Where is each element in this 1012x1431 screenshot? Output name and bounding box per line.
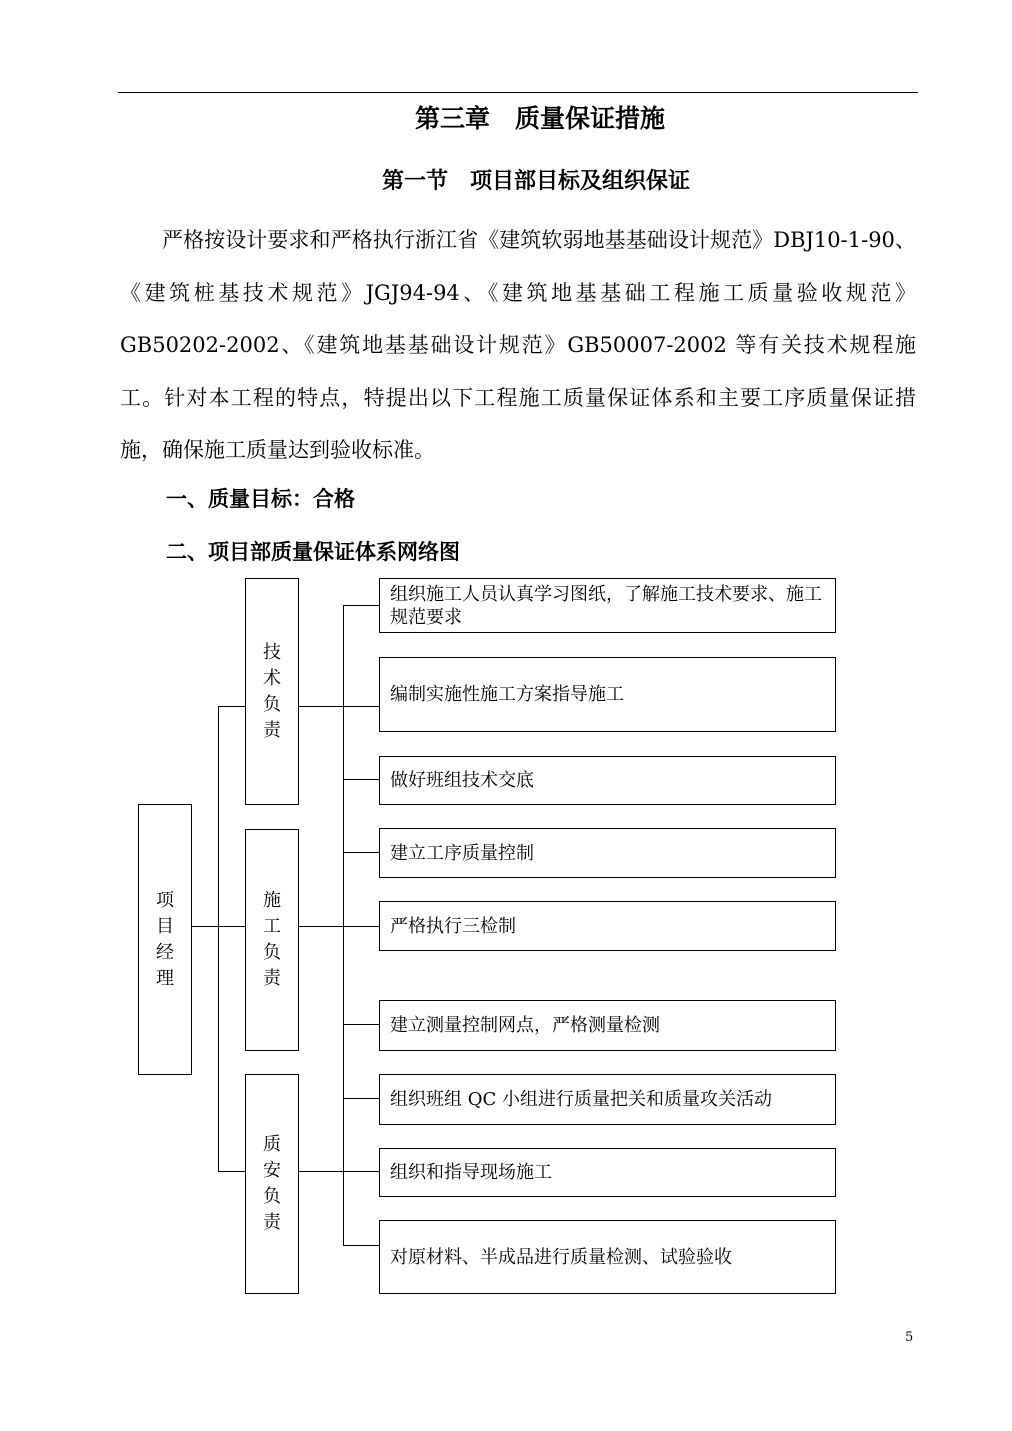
org-role-char: 质 [263,1134,281,1155]
connector-line [343,779,379,780]
connector-line [299,926,344,927]
org-role-char: 工 [263,916,281,937]
connector-line [343,926,379,927]
section-title: 第一节 项目部目标及组织保证 [381,168,690,194]
connector-line [299,1171,344,1172]
connector-line [343,1245,379,1246]
connector-line [343,1024,379,1025]
org-task [379,1148,836,1197]
connector-line [218,926,245,927]
org-task [379,1000,836,1051]
connector-line [343,706,379,707]
org-task-text: 组织施工人员认真学习图纸，了解施工技术要求、施工规范要求 [390,583,822,628]
org-role-char: 术 [263,667,281,689]
org-task-text: 组织和指导现场施工 [390,1162,552,1183]
header-rule [118,92,918,93]
org-task [379,1220,836,1294]
org-task [379,756,836,805]
org-task-text: 建立测量控制网点，严格测量检测 [390,1015,660,1036]
org-task-text: 建立工序质量控制 [390,842,534,864]
org-role-char: 负 [263,1186,281,1207]
org-root-char: 经 [156,941,174,963]
org-task-text: 编制实施性施工方案指导施工 [390,684,624,705]
connector-line [218,706,219,1172]
intro-paragraph: 严格按设计要求和严格执行浙江省《建筑软弱地基基础设计规范》DBJ10-1-90、《建筑桩基技术规范》JGJ94-94、《建筑地基基础工程施工质量验收规范》GB50202-2002、《建筑地基基础设计规范》GB50007-2002 等有关技术规程施工。针对本工程的特点，特提出以下工程施工质量保证体系和主要工序质量保证措施，确保施工质量达到验收标准。 [120,228,916,462]
org-task [379,578,836,633]
connector-line [343,852,379,853]
org-role-char: 负 [263,942,281,963]
connector-line [299,706,344,707]
org-task-text: 对原材料、半成品进行质量检测、试验验收 [390,1246,732,1268]
org-task [379,828,836,878]
org-role-char: 责 [263,968,281,989]
org-role-construction [245,829,299,1051]
chapter-title: 第三章 质量保证措施 [414,104,665,133]
org-role-char: 负 [263,693,281,715]
org-root-char: 目 [156,915,174,937]
org-task [379,901,836,951]
connector-line [218,706,245,707]
org-root-project-manager [138,804,192,1075]
org-role-char: 技 [263,641,281,663]
org-task-text: 组织班组 QC 小组进行质量把关和质量攻关活动 [390,1089,772,1110]
quality-target-heading: 一、质量目标：合格 [166,486,355,511]
org-role-char: 安 [263,1160,281,1181]
network-diagram-heading: 二、项目部质量保证体系网络图 [166,539,460,564]
connector-line [343,1098,379,1099]
connector-line [218,1171,245,1172]
org-role-char: 责 [263,719,281,741]
connector-line [343,1171,379,1172]
org-role-quality-safety [245,1074,299,1294]
org-task-text: 严格执行三检制 [390,915,516,937]
connector-line [192,926,219,927]
org-task [379,1074,836,1125]
org-task [379,657,836,732]
org-role-char: 责 [263,1212,281,1233]
org-role-char: 施 [263,890,281,911]
org-root-char: 项 [156,889,174,911]
connector-line [343,605,344,1245]
page-number: 5 [905,1330,914,1345]
connector-line [343,605,379,606]
org-task-text: 做好班组技术交底 [390,770,534,791]
org-role-technical [245,578,299,805]
org-root-char: 理 [156,967,174,989]
